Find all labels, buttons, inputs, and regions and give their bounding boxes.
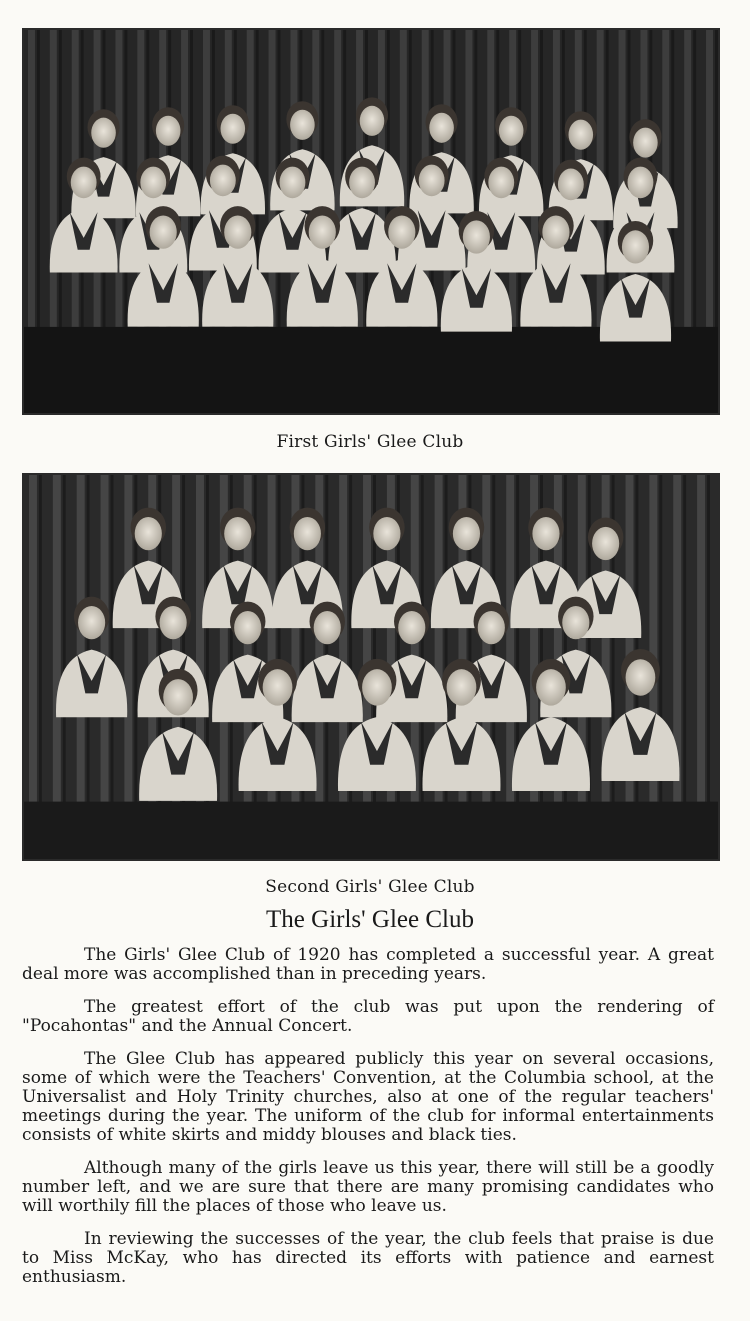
article-paragraph: Although many of the girls leave us this year, there will still be a goodly number left, and we are sure that there are many promising candidates who will worthily fill the places of those who leave us. [22, 1158, 714, 1216]
article-title: The Girls' Glee Club [266, 906, 474, 933]
photo-caption: First Girls' Glee Club [276, 432, 464, 452]
photo-caption: Second Girls' Glee Club [265, 877, 475, 897]
article-paragraph: The Girls' Glee Club of 1920 has completed a successful year. A great deal more was accomplished than in preceding years. [22, 945, 714, 984]
group-photo-image [24, 30, 718, 413]
article-paragraph: The Glee Club has appeared publicly this year on several occasions, some of which were the Teachers' Convention, at the Columbia school, at the Universalist and Holy Trinity churches, also at one of the regular teachers' meetings during the year. The uniform of the club for informal entertainments consists of white skirts and middy blouses and black ties. [22, 1049, 714, 1145]
article-paragraph: In reviewing the successes of the year, the club feels that praise is due to Miss McKay, who has directed its efforts with patience and earnest enthusiasm. [22, 1229, 714, 1287]
group-photo-image [24, 475, 718, 859]
article-body [22, 946, 714, 1301]
first-glee-club-photo [22, 28, 720, 415]
second-glee-club-photo [22, 473, 720, 861]
article-paragraph: The greatest effort of the club was put upon the rendering of "Pocahontas" and the Annual Concert. [22, 997, 714, 1036]
